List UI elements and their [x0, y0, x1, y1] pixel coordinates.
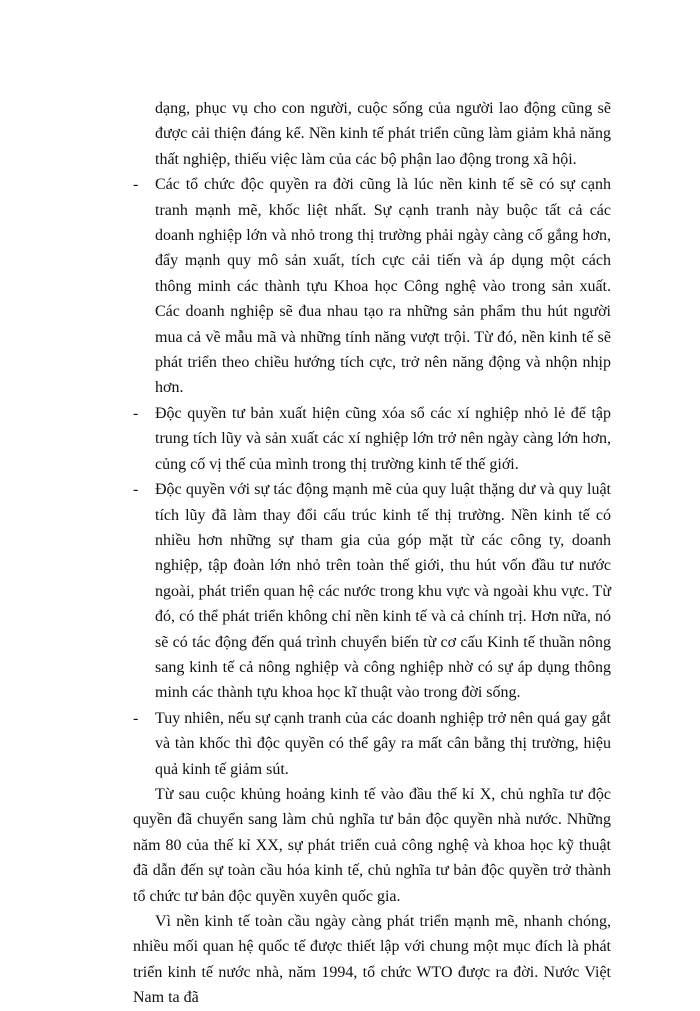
bullet-list — [133, 172, 611, 782]
bullet-marker: - — [133, 404, 139, 422]
bullet-text: Các tổ chức độc quyền ra đời cũng là lúc nền kinh tế sẽ có sự cạnh tranh mạnh mẽ, khốc liệt nhất. Sự cạnh tranh này buộc tất cả các doanh nghiệp lớn và nhỏ trong thị trường phải ngày càng cố gắng hơn, đẩy mạnh quy mô sản xuất, tích cực cải tiến và áp dụng một cách thông minh các thành tựu Khoa học Công nghệ vào trong sản xuất. Các doanh nghiệp sẽ đua nhau tạo ra những sản phẩm thu hút người mua cả về mẫu mã và những tính năng vượt trội. Từ đó, nền kinh tế sẽ phát triển theo chiều hướng tích cực, trở nên năng động và nhộn nhịp hơn. — [155, 176, 611, 397]
body-paragraph: Từ sau cuộc khủng hoảng kinh tế vào đầu thế kỉ X, chủ nghĩa tư độc quyền đã chuyển sang làm chủ nghĩa tư bản độc quyền nhà nước. Những năm 80 của thế kỉ XX, sự phát triển cuả công nghệ và khoa học kỹ thuật đã dẫn đến sự toàn cầu hóa kinh tế, chủ nghĩa tư bản độc quyền trở thành tổ chức tư bản độc quyền xuyên quốc gia. — [133, 785, 611, 905]
bullet-item — [133, 172, 611, 401]
bullet-text: Tuy nhiên, nếu sự cạnh tranh của các doanh nghiệp trở nên quá gay gắt và tàn khốc thì độc quyền có thể gây ra mất cân bằng thị trường, hiệu quả kinh tế giảm sút. — [155, 709, 611, 778]
bullet-text: Độc quyền với sự tác động mạnh mẽ của quy luật thặng dư và quy luật tích lũy đã làm thay đổi cấu trúc kinh tế thị trường. Nền kinh tế có nhiều hơn những sự tham gia của góp mặt từ các công ty, doanh nghiệp, tập đoàn lớn nhỏ trên toàn thế giới, thu hút vốn đầu tư nước ngoài, phát triển quan hệ các nước trong khu vực và ngoài khu vực. Từ đó, có thể phát triển không chỉ nền kinh tế và cả chính trị. Hơn nữa, nó sẽ có tác động đến quá trình chuyển biến từ cơ cấu Kinh tế thuần nông sang kinh tế cả nông nghiệp và công nghiệp nhờ có sự áp dụng thông minh các thành tựu khoa học kĩ thuật vào trong đời sống. — [155, 481, 611, 702]
bullet-item — [133, 706, 611, 782]
bullet-marker: - — [133, 176, 139, 194]
bullet-item — [133, 401, 611, 477]
continuation-paragraph: dạng, phục vụ cho con người, cuộc sống của người lao động cũng sẽ được cải thiện đáng kể. Nền kinh tế phát triển cũng làm giảm khả năng thất nghiệp, thiếu việc làm của các bộ phận lao động trong xã hội. — [155, 100, 611, 168]
document-body — [133, 96, 611, 1011]
bullet-item — [133, 477, 611, 706]
bullet-text: Độc quyền tư bản xuất hiện cũng xóa sổ các xí nghiệp nhỏ lẻ để tập trung tích lũy và sản xuất các xí nghiệp lớn trở nên ngày càng lớn hơn, củng cố vị thế của mình trong thị trường kinh tế thế giới. — [155, 404, 611, 473]
bullet-marker: - — [133, 709, 139, 727]
bullet-marker: - — [133, 481, 139, 499]
body-paragraph: Vì nền kinh tế toàn cầu ngày càng phát triển mạnh mẽ, nhanh chóng, nhiều mối quan hệ quốc tế được thiết lập với chung một mục đích là phát triển kinh tế nước nhà, năm 1994, tổ chức WTO được ra đời. Nước Việt Nam ta đã — [133, 913, 611, 1007]
